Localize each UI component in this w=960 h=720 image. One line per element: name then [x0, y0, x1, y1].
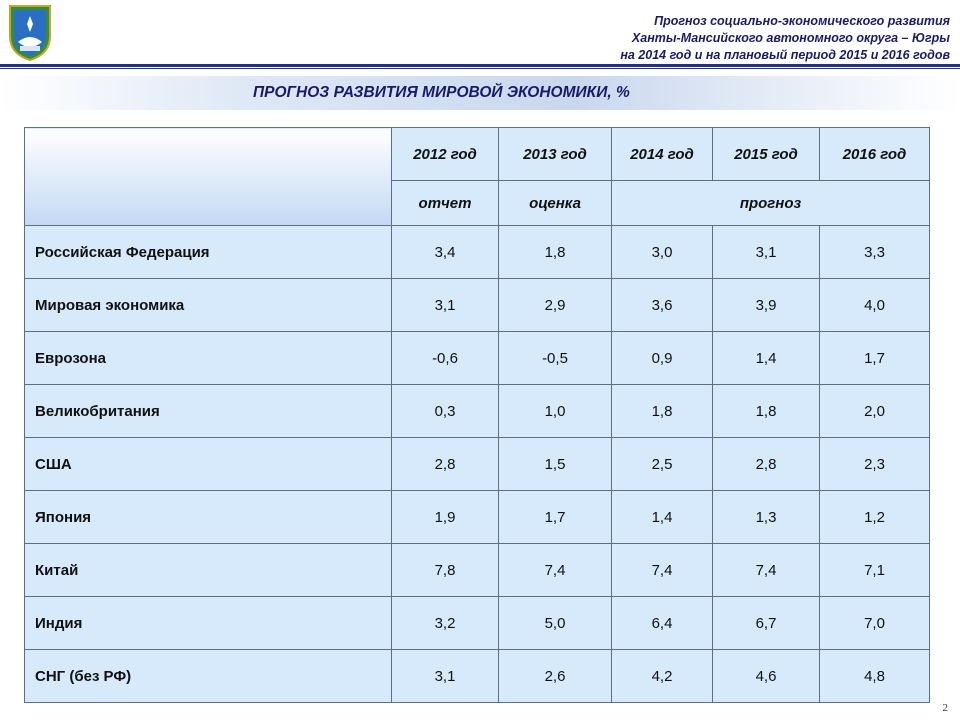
growth-value: -0,6 [392, 332, 499, 385]
growth-value: 0,3 [392, 385, 499, 438]
status-forecast: прогноз [612, 181, 930, 226]
region-name: Мировая экономика [25, 279, 392, 332]
table-corner-cell [25, 128, 392, 226]
growth-value: 2,0 [820, 385, 930, 438]
table-row [25, 438, 930, 491]
growth-value: 3,1 [392, 650, 499, 703]
growth-value: 7,1 [820, 544, 930, 597]
growth-value: 0,9 [612, 332, 713, 385]
table-row [25, 544, 930, 597]
year-header: 2014 год [612, 128, 713, 181]
table-row [25, 226, 930, 279]
growth-value: 2,6 [499, 650, 612, 703]
table-row [25, 650, 930, 703]
region-name: Еврозона [25, 332, 392, 385]
growth-value: 7,4 [499, 544, 612, 597]
year-header: 2016 год [820, 128, 930, 181]
region-name: Индия [25, 597, 392, 650]
growth-value: 6,4 [612, 597, 713, 650]
growth-value: 7,4 [612, 544, 713, 597]
growth-value: 5,0 [499, 597, 612, 650]
table-row [25, 491, 930, 544]
growth-value: 3,2 [392, 597, 499, 650]
growth-value: 3,3 [820, 226, 930, 279]
region-name: СНГ (без РФ) [25, 650, 392, 703]
table-body [25, 226, 930, 703]
growth-value: -0,5 [499, 332, 612, 385]
growth-value: 2,9 [499, 279, 612, 332]
growth-value: 7,8 [392, 544, 499, 597]
growth-value: 7,0 [820, 597, 930, 650]
growth-value: 3,6 [612, 279, 713, 332]
slide-title: ПРОГНОЗ РАЗВИТИЯ МИРОВОЙ ЭКОНОМИКИ, % [253, 84, 630, 101]
header-line-2: Ханты-Мансийского автономного округа – Югры [631, 31, 950, 45]
header-line-3: на 2014 год и на плановый период 2015 и 2016 годов [620, 48, 950, 62]
document-header [620, 13, 950, 64]
growth-value: 7,4 [713, 544, 820, 597]
growth-value: 3,9 [713, 279, 820, 332]
page-number: 2 [942, 702, 948, 714]
growth-value: 2,5 [612, 438, 713, 491]
growth-value: 3,1 [713, 226, 820, 279]
growth-value: 3,0 [612, 226, 713, 279]
growth-value: 1,4 [612, 491, 713, 544]
coat-of-arms-logo [4, 2, 56, 62]
growth-value: 1,8 [713, 385, 820, 438]
growth-value: 1,2 [820, 491, 930, 544]
year-header: 2012 год [392, 128, 499, 181]
growth-value: 1,7 [499, 491, 612, 544]
forecast-table [24, 127, 930, 703]
status-estimate: оценка [499, 181, 612, 226]
growth-value: 4,8 [820, 650, 930, 703]
header-line-1: Прогноз социально-экономического развития [654, 14, 950, 28]
region-name: Китай [25, 544, 392, 597]
growth-value: 1,0 [499, 385, 612, 438]
growth-value: 4,0 [820, 279, 930, 332]
growth-value: 1,8 [612, 385, 713, 438]
region-name: Япония [25, 491, 392, 544]
growth-value: 3,1 [392, 279, 499, 332]
growth-value: 1,8 [499, 226, 612, 279]
region-name: Великобритания [25, 385, 392, 438]
table-row [25, 385, 930, 438]
header-divider [0, 64, 960, 67]
year-header: 2015 год [713, 128, 820, 181]
growth-value: 6,7 [713, 597, 820, 650]
status-report: отчет [392, 181, 499, 226]
growth-value: 3,4 [392, 226, 499, 279]
table-row [25, 279, 930, 332]
table-row [25, 597, 930, 650]
table-header-years [25, 128, 930, 181]
year-header: 2013 год [499, 128, 612, 181]
growth-value: 4,6 [713, 650, 820, 703]
growth-value: 4,2 [612, 650, 713, 703]
growth-value: 2,8 [713, 438, 820, 491]
growth-value: 2,8 [392, 438, 499, 491]
growth-value: 1,3 [713, 491, 820, 544]
region-name: США [25, 438, 392, 491]
table-row [25, 332, 930, 385]
growth-value: 2,3 [820, 438, 930, 491]
region-name: Российская Федерация [25, 226, 392, 279]
growth-value: 1,7 [820, 332, 930, 385]
header-divider-thin [0, 68, 960, 69]
growth-value: 1,5 [499, 438, 612, 491]
growth-value: 1,9 [392, 491, 499, 544]
growth-value: 1,4 [713, 332, 820, 385]
